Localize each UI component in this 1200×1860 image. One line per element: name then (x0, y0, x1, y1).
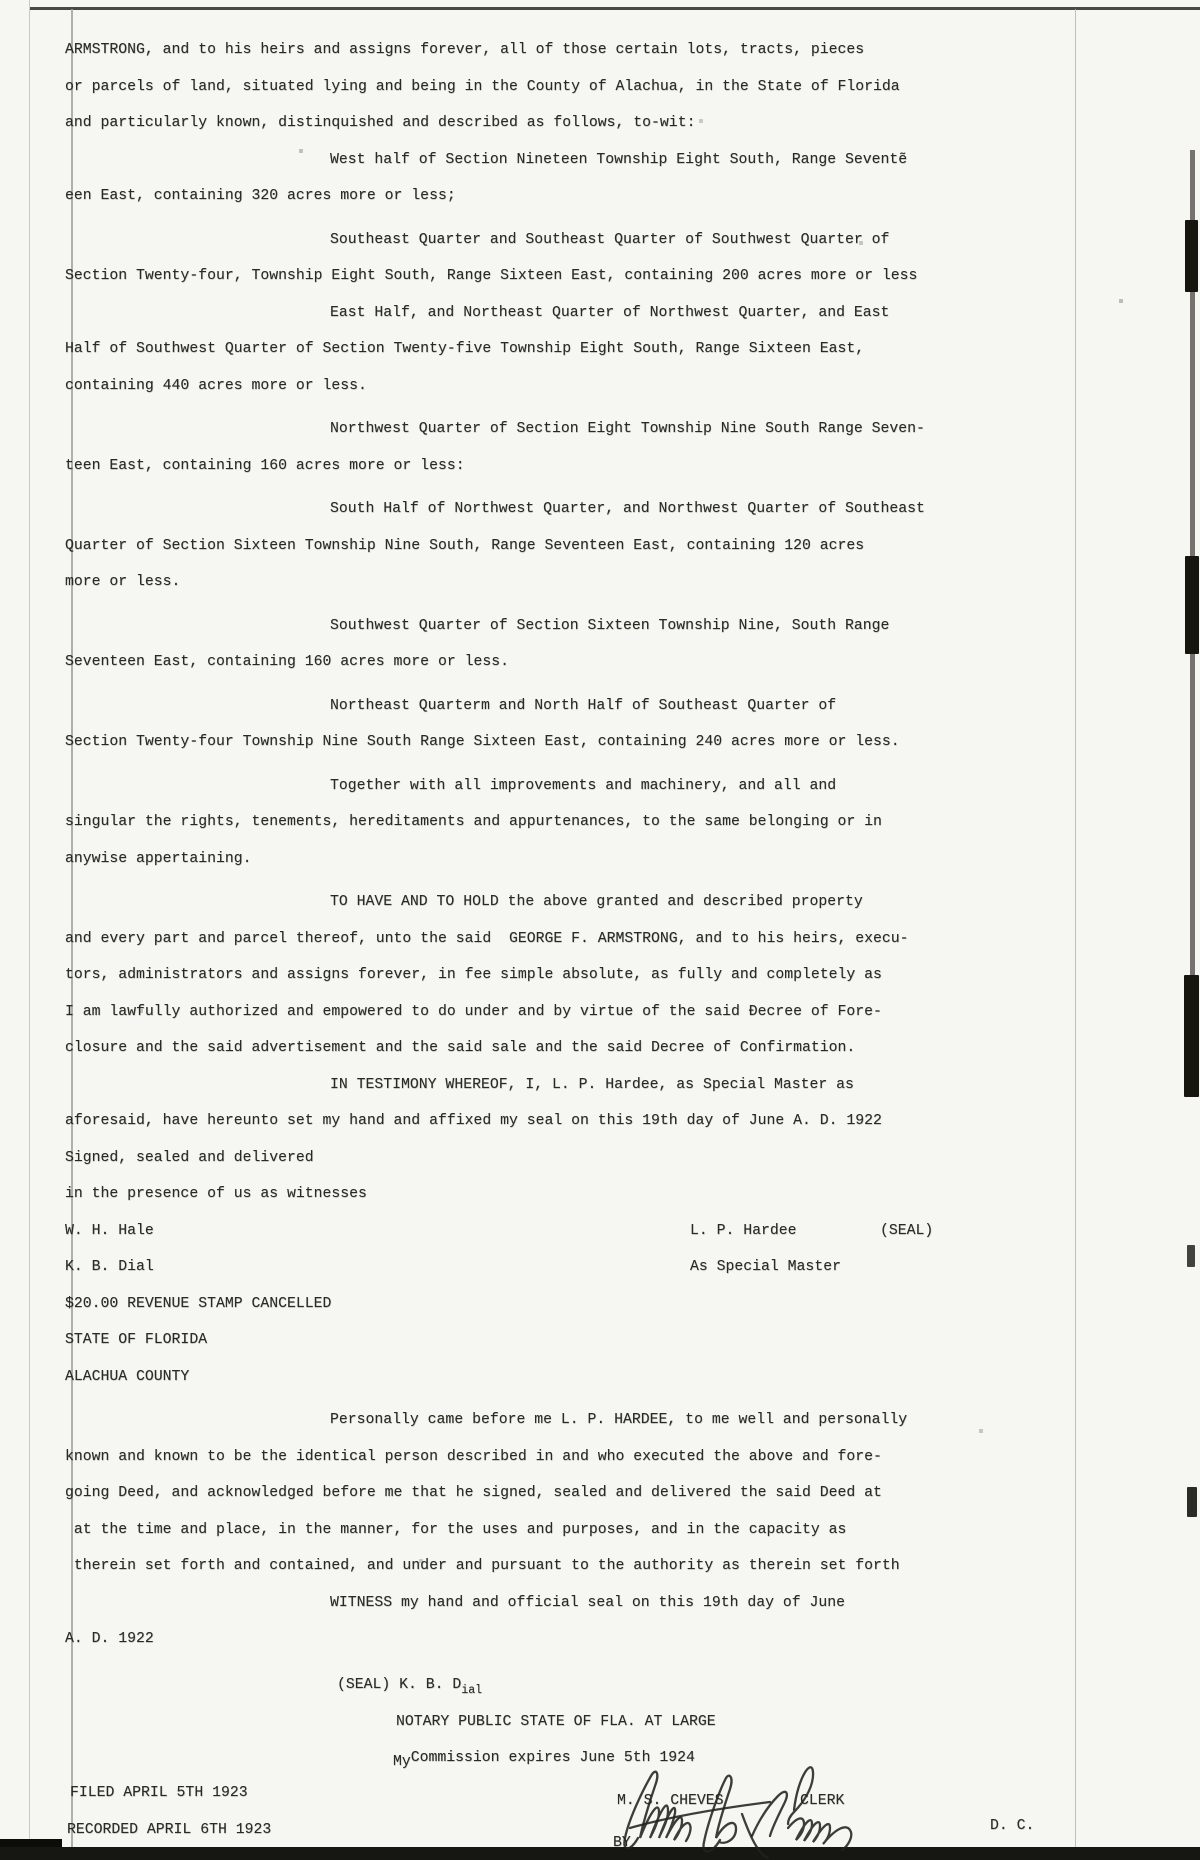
deed-line-text: Northwest Quarter of Section Eight Township Nine South Range Seven- (330, 421, 925, 437)
filed-stamp: FILED APRIL 5TH 1923 (70, 1785, 248, 1801)
deed-line-text: more or less. (65, 574, 181, 590)
deed-line (65, 1103, 920, 1140)
deed-line (65, 724, 920, 761)
signature-descender (742, 1814, 768, 1858)
deed-line-text: Northeast Quarterm and North Half of Southeast Quarter of (330, 697, 837, 714)
deed-line (65, 1548, 920, 1585)
right-edge-ink-blob (1187, 1487, 1197, 1517)
right-margin-rule (1075, 9, 1076, 1847)
right-edge-ink-blob (1185, 556, 1199, 654)
deed-line-text: A. D. 1922 (65, 1631, 154, 1647)
deed-line (65, 1585, 920, 1622)
deed-line-text: Half of Southwest Quarter of Section Twenty-five Township Eight South, Range Sixteen East, (65, 341, 865, 357)
right-column-text: As Special Master (690, 1259, 841, 1275)
notary-seal-subscript: ial (461, 1684, 483, 1697)
deed-line (65, 1067, 920, 1104)
deed-line-text: East Half, and Northeast Quarter of Northwest Quarter, and East (330, 304, 890, 321)
deed-line (65, 1402, 920, 1439)
deed-line-text: teen East, containing 160 acres more or less: (65, 457, 465, 474)
deed-line-text: at the time and place, in the manner, for the uses and purposes, and in the capacity as (65, 1521, 847, 1538)
notary-my-prefix: My (393, 1754, 411, 1770)
notary-seal-line (337, 1676, 482, 1695)
deed-line (65, 1359, 920, 1396)
deed-line-text: closure and the said advertisement and the said sale and the said Decree of Confirmation. (65, 1040, 856, 1056)
scan-specks (0, 0, 2, 2)
deed-line (65, 368, 920, 405)
deed-line-text: West half of Section Nineteen Township Eight South, Range Seventẽ (330, 151, 908, 168)
deed-line (65, 1140, 920, 1177)
clerk-name: M. S. CHEVES (617, 1793, 724, 1809)
deed-line-text: WITNESS my hand and official seal on this 19th day of June (330, 1594, 846, 1611)
deed-line (65, 411, 925, 448)
deed-line-text: and particularly known, distinquished and described as follows, to-wit: (65, 115, 696, 131)
deed-line-text: Southwest Quarter of Section Sixteen Township Nine, South Range (330, 617, 890, 634)
signature-stroke (752, 1792, 787, 1836)
right-edge-ink-blob (1185, 220, 1198, 292)
deed-line (65, 921, 920, 958)
deed-line-text: Section Twenty-four, Township Eight South, Range Sixteen East, containing 200 acres more or less (65, 268, 918, 284)
deed-line-text: or parcels of land, situated lying and being in the County of Alachua, in the State of Florida (65, 78, 900, 95)
bottom-border-bar (0, 1847, 1200, 1860)
deed-line-text: Together with all improvements and machinery, and all and (330, 777, 837, 794)
deed-line-text: IN TESTIMONY WHEREOF, I, L. P. Hardee, as Special Master as (330, 1076, 854, 1093)
notary-seal-text: (SEAL) K. B. D (337, 1677, 462, 1693)
deed-line-text: therein set forth and contained, and under and pursuant to the authority as therein set forth (65, 1558, 900, 1574)
deed-line (65, 331, 920, 368)
deed-line (65, 994, 920, 1031)
deed-line-text: I am lawfully authorized and empowered to do under and by virtue of the said Ðecree of Fore- (65, 1003, 882, 1020)
deed-body-text (65, 32, 934, 1658)
by-label: BY (613, 1835, 631, 1851)
top-border-rule (30, 7, 1200, 10)
deed-line-text: Signed, sealed and delivered (65, 1149, 314, 1166)
deed-line-text: in the presence of us as witnesses (65, 1186, 367, 1202)
deed-line (65, 1512, 920, 1549)
deed-line-text: containing 440 acres more or less. (65, 377, 367, 394)
deed-line-text: and every part and parcel thereof, unto the said GEORGE F. ARMSTRONG, and to his heirs, execu- (65, 930, 909, 947)
deed-line (65, 32, 920, 69)
signature-stroke (788, 1767, 813, 1824)
deed-line (65, 957, 920, 994)
right-column-seal-text: (SEAL) (880, 1222, 934, 1239)
right-edge-ink-blob (1184, 975, 1199, 1097)
deed-line (65, 222, 920, 259)
deed-line (65, 608, 920, 645)
left-edge-rule (29, 0, 30, 1847)
right-column-text: L. P. Hardee (690, 1222, 797, 1239)
signature-stroke (624, 1772, 690, 1849)
deed-line (65, 1249, 920, 1286)
recorded-stamp: RECORDED APRIL 6TH 1923 (67, 1822, 272, 1838)
deed-line-text: ARMSTRONG, and to his heirs and assigns forever, all of those certain lots, tracts, pieces (65, 42, 865, 58)
deed-line (65, 841, 920, 878)
deed-line-text: ALACHUA COUNTY (65, 1368, 190, 1385)
signature-stroke (788, 1818, 851, 1850)
deed-line-text: Quarter of Section Sixteen Township Nine South, Range Seventeen East, containing 120 acres (65, 537, 865, 554)
deed-line-text: anywise appertaining. (65, 850, 252, 867)
deed-line-text: singular the rights, tenements, hereditaments and appurtenances, to the same belonging or in (65, 814, 882, 830)
deed-line-text: een East, containing 320 acres more or less; (65, 188, 456, 204)
deed-line-text: known and known to be the identical person described in and who executed the above and fore- (65, 1448, 882, 1465)
deed-line-text: TO HAVE AND TO HOLD the above granted and described property (330, 894, 863, 910)
deed-line (65, 448, 920, 485)
deed-line (65, 69, 920, 106)
right-edge-ink-blob (1187, 1245, 1195, 1267)
deed-line-text: W. H. Hale (65, 1222, 154, 1239)
deed-line-text: aforesaid, have hereunto set my hand and affixed my seal on this 19th day of June A. D. 1922 (65, 1113, 882, 1129)
deputy-clerk-initials: D. C. (990, 1818, 1035, 1834)
deed-line (65, 884, 920, 921)
deed-line (65, 804, 920, 841)
deed-line-text: K. B. Dial (65, 1259, 154, 1275)
clerk-title: CLERK (800, 1793, 845, 1809)
deed-line-text: Seventeen East, containing 160 acres more or less. (65, 654, 509, 670)
clerk-signature (602, 1758, 918, 1860)
deed-line-text: Section Twenty-four Township Nine South Range Sixteen East, containing 240 acres more or less. (65, 734, 900, 750)
deed-line (65, 1176, 920, 1213)
deed-line (65, 688, 920, 725)
deed-line (65, 295, 920, 332)
deed-line (65, 644, 920, 681)
deed-line (65, 1621, 920, 1658)
notary-title: NOTARY PUBLIC STATE OF FLA. AT LARGE (396, 1714, 716, 1730)
deed-line-text: tors, administrators and assigns forever, in fee simple absolute, as fully and completely as (65, 967, 882, 983)
deed-line-text: going Deed, and acknowledged before me that he signed, sealed and delivered the said Deed at (65, 1485, 882, 1501)
deed-line (65, 1322, 920, 1359)
deed-line-text: Personally came before me L. P. HARDEE, to me well and personally (330, 1412, 908, 1428)
deed-line (65, 491, 925, 528)
notary-commission-text: Commission expires June 5th 1924 (410, 1750, 695, 1766)
deed-line (65, 768, 920, 805)
deed-line (65, 142, 920, 179)
signature-stroke (703, 1776, 736, 1852)
deed-line-text: Southeast Quarter and Southeast Quarter of Southwest Quarter of (330, 231, 890, 248)
deed-line (65, 1213, 934, 1250)
deed-line-text: $20.00 REVENUE STAMP CANCELLED (65, 1295, 332, 1312)
deed-line-text: STATE OF FLORIDA (65, 1332, 208, 1348)
deed-line (65, 1286, 920, 1323)
deed-line (65, 564, 920, 601)
deed-line (65, 1030, 920, 1067)
deed-line (65, 528, 920, 565)
deed-line (65, 178, 920, 215)
deed-line (65, 105, 920, 142)
deed-line (65, 1475, 920, 1512)
deed-line-text: South Half of Northwest Quarter, and Northwest Quarter of Southeast (330, 501, 925, 517)
deed-line (65, 258, 920, 295)
deed-line (65, 1439, 920, 1476)
